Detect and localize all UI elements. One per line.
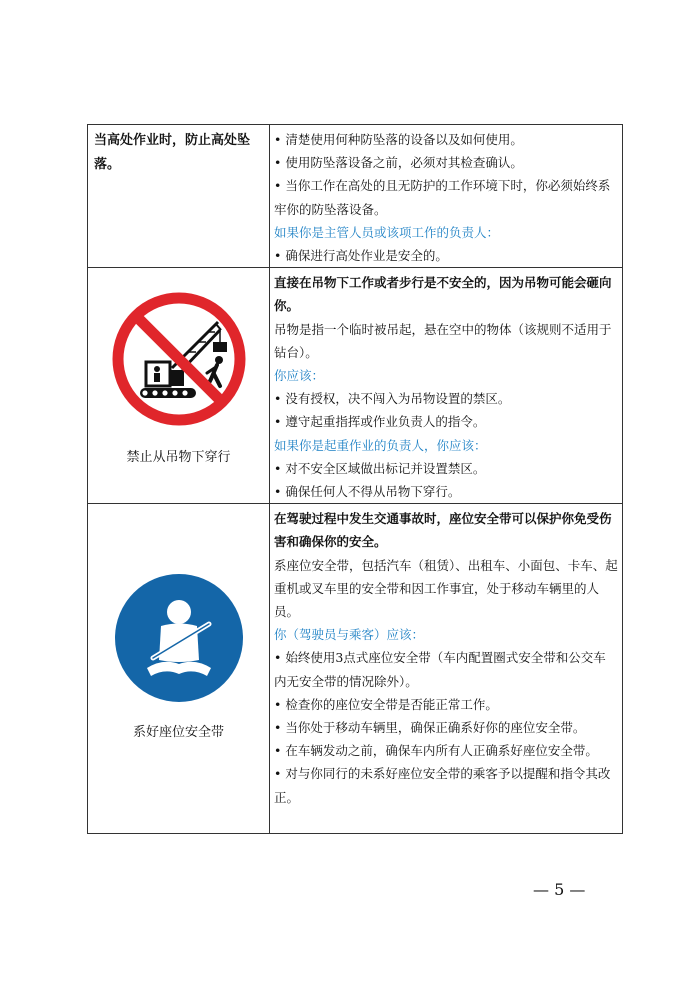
- bullet-item: • 使用防坠落设备之前，必须对其检查确认。: [274, 155, 523, 171]
- sign-caption: 禁止从吊物下穿行: [126, 450, 231, 466]
- rule-definition: 系座位安全带，包括汽车（租赁）、出租车、小面包、卡车、起重机或叉车里的安全带和因工作事宜，处于移动车辆里的人员。: [274, 557, 618, 620]
- bullet-item: • 当你工作在高处的且无防护的工作环境下时，你必须始终系牢你的防坠落设备。: [274, 178, 611, 217]
- table-row: [88, 125, 623, 268]
- bullet-item: • 对与你同行的未系好座位安全带的乘客予以提醒和指令其改正。: [274, 766, 611, 805]
- rule-definition: 吊物是指一个临时被吊起，悬在空中的物体（该规则不适用于钻台）。: [274, 321, 612, 360]
- no-walking-under-suspended-load-icon: [110, 290, 248, 432]
- table-row: [88, 504, 623, 834]
- rule-content-cell: [270, 504, 623, 834]
- rule-title-cell: [88, 125, 270, 268]
- bullet-item: • 确保任何人不得从吊物下穿行。: [274, 484, 461, 500]
- bullet-item: • 遵守起重指挥或作业负责人的指令。: [274, 414, 486, 430]
- bullet-item: • 清楚使用何种防坠落的设备以及如何使用。: [274, 132, 523, 147]
- rule-title: 当高处作业时，防止高处坠落。: [94, 133, 251, 172]
- sign-cell: [88, 268, 270, 504]
- sign-caption: 系好座位安全带: [132, 725, 224, 741]
- rule-content-cell: [270, 268, 623, 504]
- rule-heading: 在驾驶过程中发生交通事故时，座位安全带可以保护你免受伤害和确保你的安全。: [274, 511, 612, 550]
- bullet-item: • 确保进行高处作业是安全的。: [274, 248, 448, 264]
- safety-rules-table: [87, 124, 623, 834]
- rule-heading: 直接在吊物下工作或者步行是不安全的，因为吊物可能会砸向你。: [274, 275, 612, 314]
- rule-content-cell: [270, 125, 623, 268]
- table-row: [88, 268, 623, 504]
- page-number: — 5 —: [533, 880, 586, 899]
- subheading: 如果你是主管人员或该项工作的负责人：: [274, 224, 500, 240]
- subheading: 你（驾驶员与乘客）应该：: [274, 627, 425, 643]
- bullet-item: • 没有授权，决不闯入为吊物设置的禁区。: [274, 391, 511, 407]
- subheading: 如果你是起重作业的负责人，你应该：: [274, 437, 487, 453]
- bullet-item: • 检查你的座位安全带是否能正常工作。: [274, 696, 498, 712]
- bullet-item: • 对不安全区域做出标记并设置禁区。: [274, 460, 486, 476]
- bullet-item: • 始终使用3点式座位安全带（车内配置圈式安全带和公交车内无安全带的情况除外）。: [274, 650, 606, 689]
- bullet-item: • 当你处于移动车辆里，确保正确系好你的座位安全带。: [274, 720, 586, 736]
- bullet-item: • 在车辆发动之前，确保车内所有人正确系好座位安全带。: [274, 743, 598, 759]
- subheading: 你应该：: [274, 368, 325, 384]
- sign-cell: [88, 504, 270, 834]
- fasten-seat-belt-icon: [113, 572, 245, 708]
